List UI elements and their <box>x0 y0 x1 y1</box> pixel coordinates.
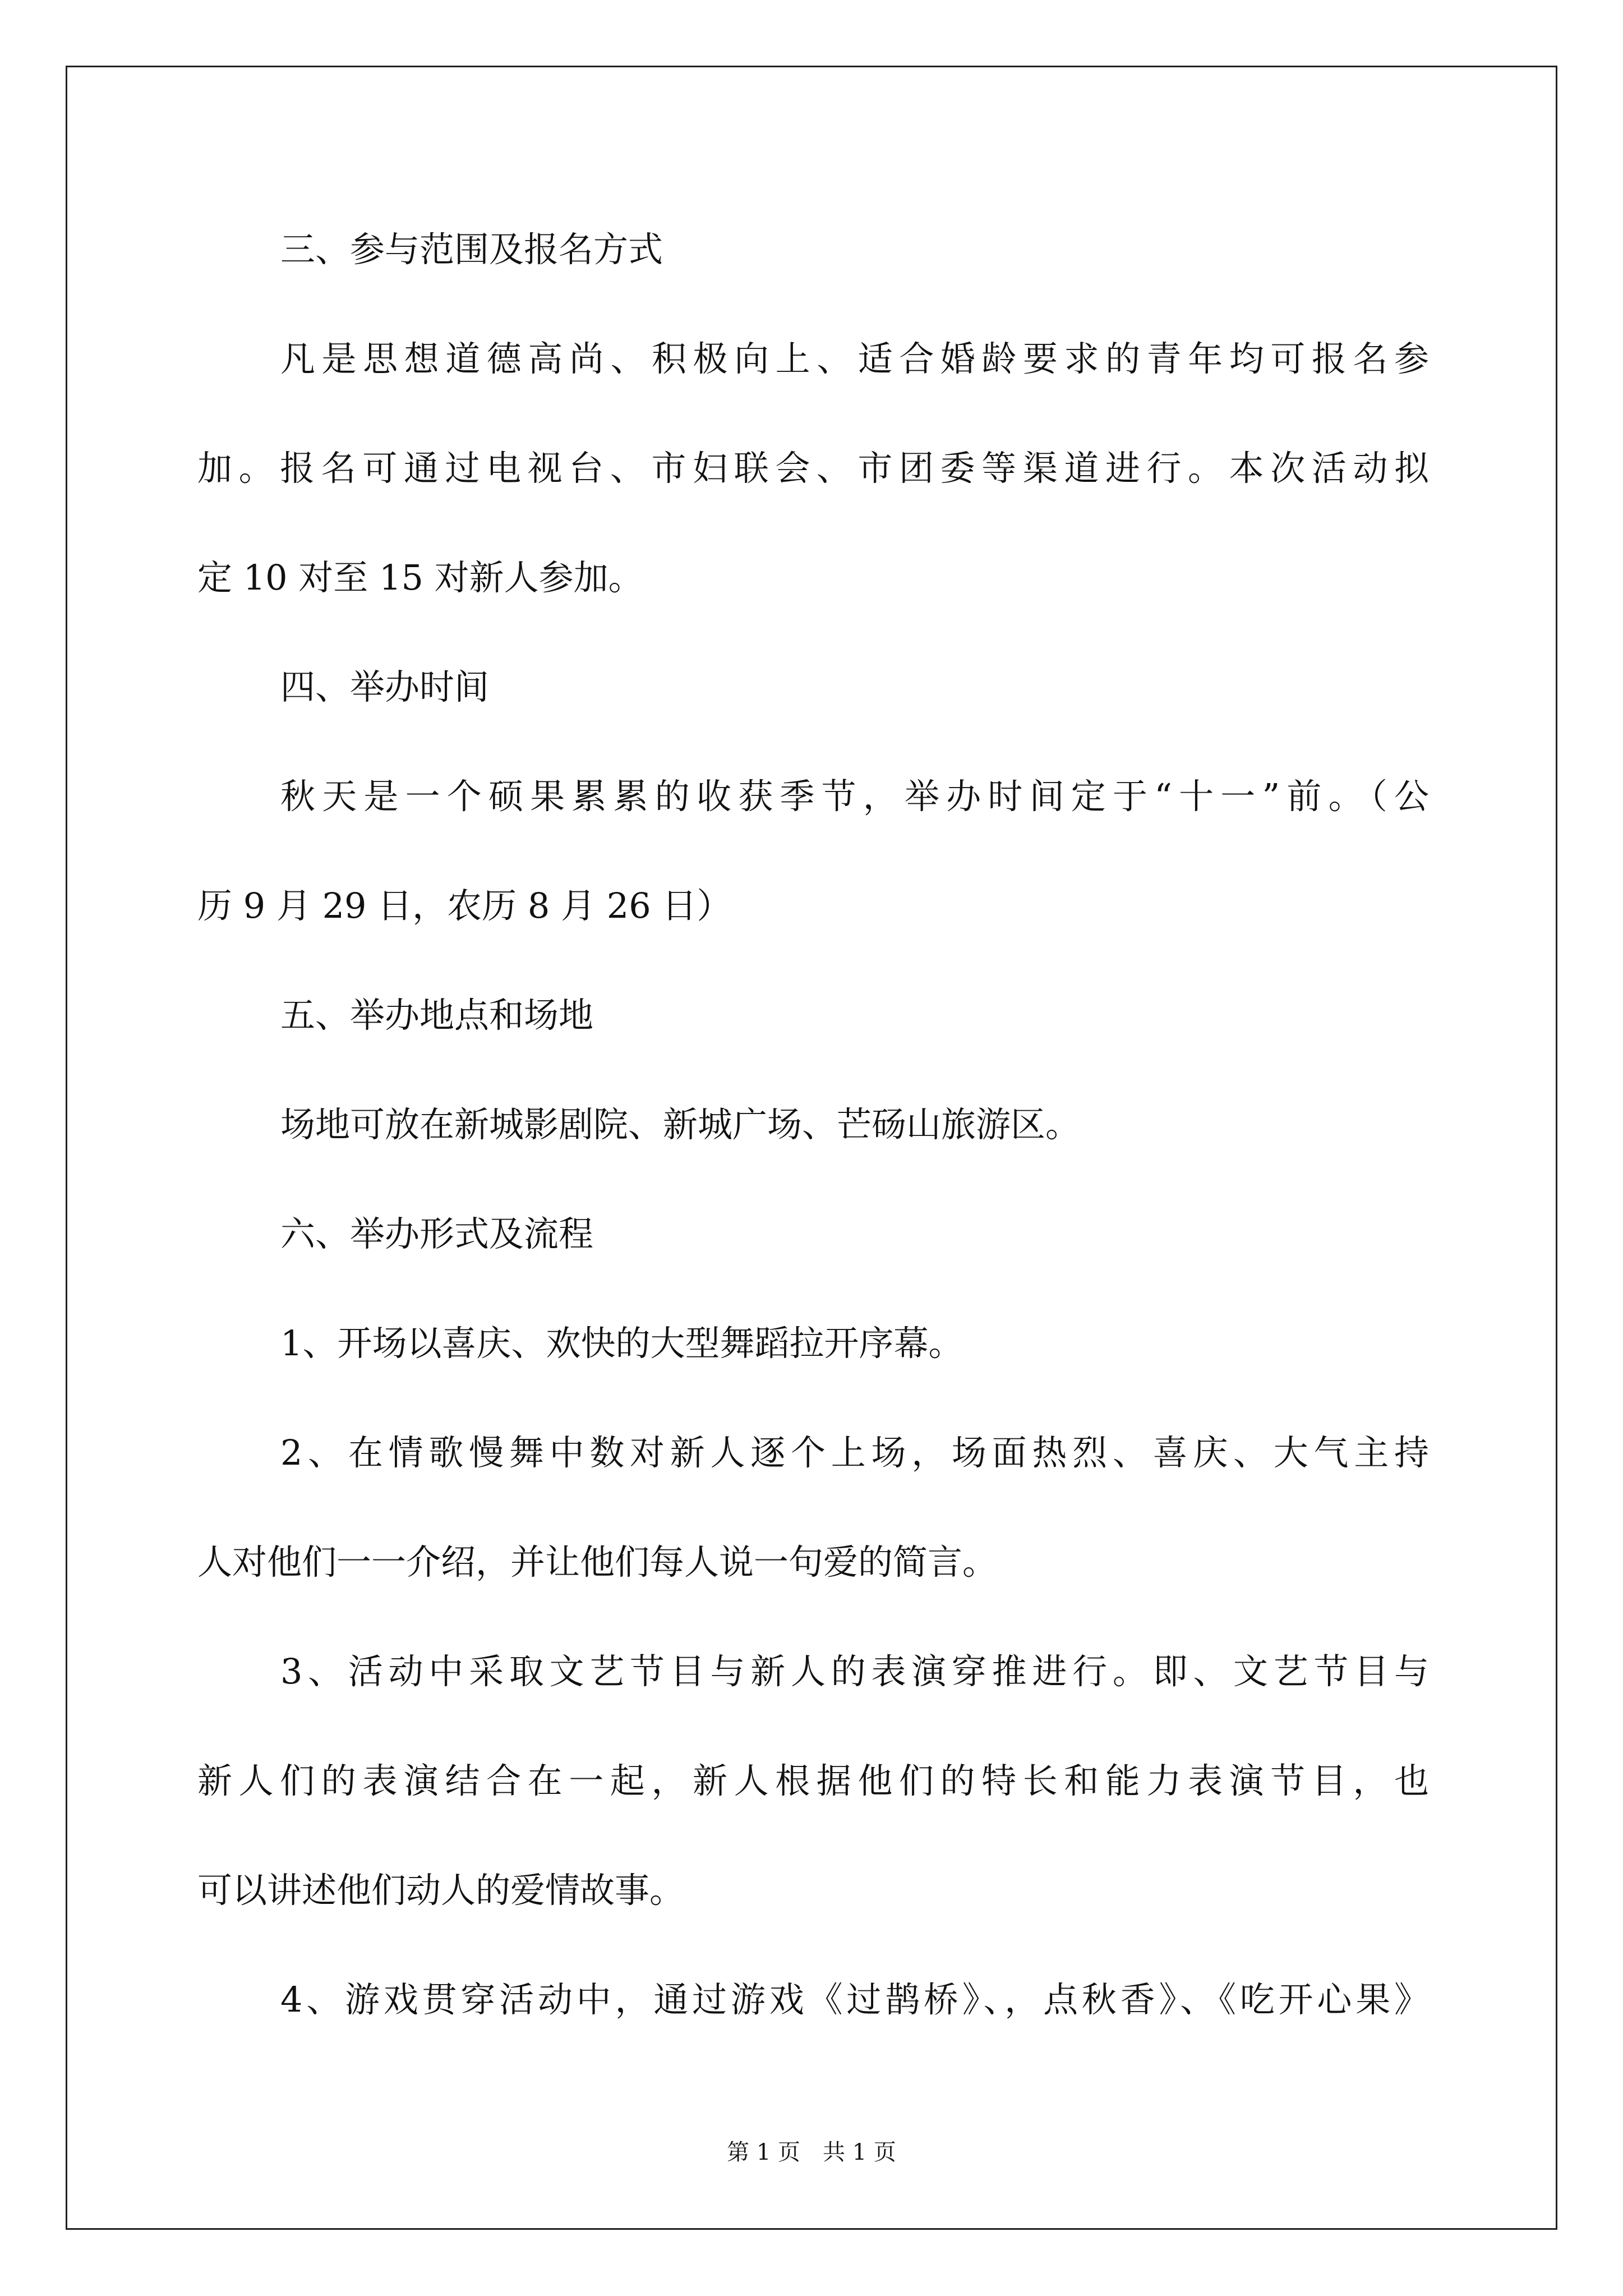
list-item: 2、在情歌慢舞中数对新人逐个上场，场面热烈、喜庆、大气主持 <box>280 1432 1429 1473</box>
paragraph-line: 凡是思想道德高尚、积极向上、适合婚龄要求的青年均可报名参 <box>280 338 1429 379</box>
list-item-continuation: 人对他们一一介绍，并让他们每人说一句爱的简言。 <box>197 1542 998 1582</box>
list-item: 1、开场以喜庆、欢快的大型舞蹈拉开序幕。 <box>280 1323 963 1364</box>
page-footer: 第 1 页 共 1 页 <box>727 2139 896 2165</box>
section-heading-time: 四、举办时间 <box>280 666 490 707</box>
paragraph-line: 定 10 对至 15 对新人参加。 <box>197 557 643 598</box>
list-item: 3、活动中采取文艺节目与新人的表演穿推进行。即、文艺节目与 <box>280 1651 1429 1692</box>
section-heading-venue: 五、举办地点和场地 <box>280 995 594 1036</box>
list-item-continuation: 新人们的表演结合在一起，新人根据他们的特长和能力表演节目，也 <box>197 1760 1429 1801</box>
paragraph-line: 历 9 月 29 日，农历 8 月 26 日） <box>197 885 732 926</box>
paragraph-line: 加。报名可通过电视台、市妇联会、市团委等渠道进行。本次活动拟 <box>197 448 1429 489</box>
section-heading-format: 六、举办形式及流程 <box>280 1213 594 1254</box>
list-item: 4、游戏贯穿活动中，通过游戏《过鹊桥》、，点秋香》、《吃开心果》 <box>280 1979 1429 2020</box>
list-item-continuation: 可以讲述他们动人的爱情故事。 <box>197 1870 685 1911</box>
paragraph-line: 秋天是一个硕果累累的收获季节，举办时间定于“十一”前。（公 <box>280 776 1429 817</box>
paragraph-line: 场地可放在新城影剧院、新城广场、芒砀山旅游区。 <box>280 1104 1081 1145</box>
section-heading-scope: 三、参与范围及报名方式 <box>280 229 663 270</box>
